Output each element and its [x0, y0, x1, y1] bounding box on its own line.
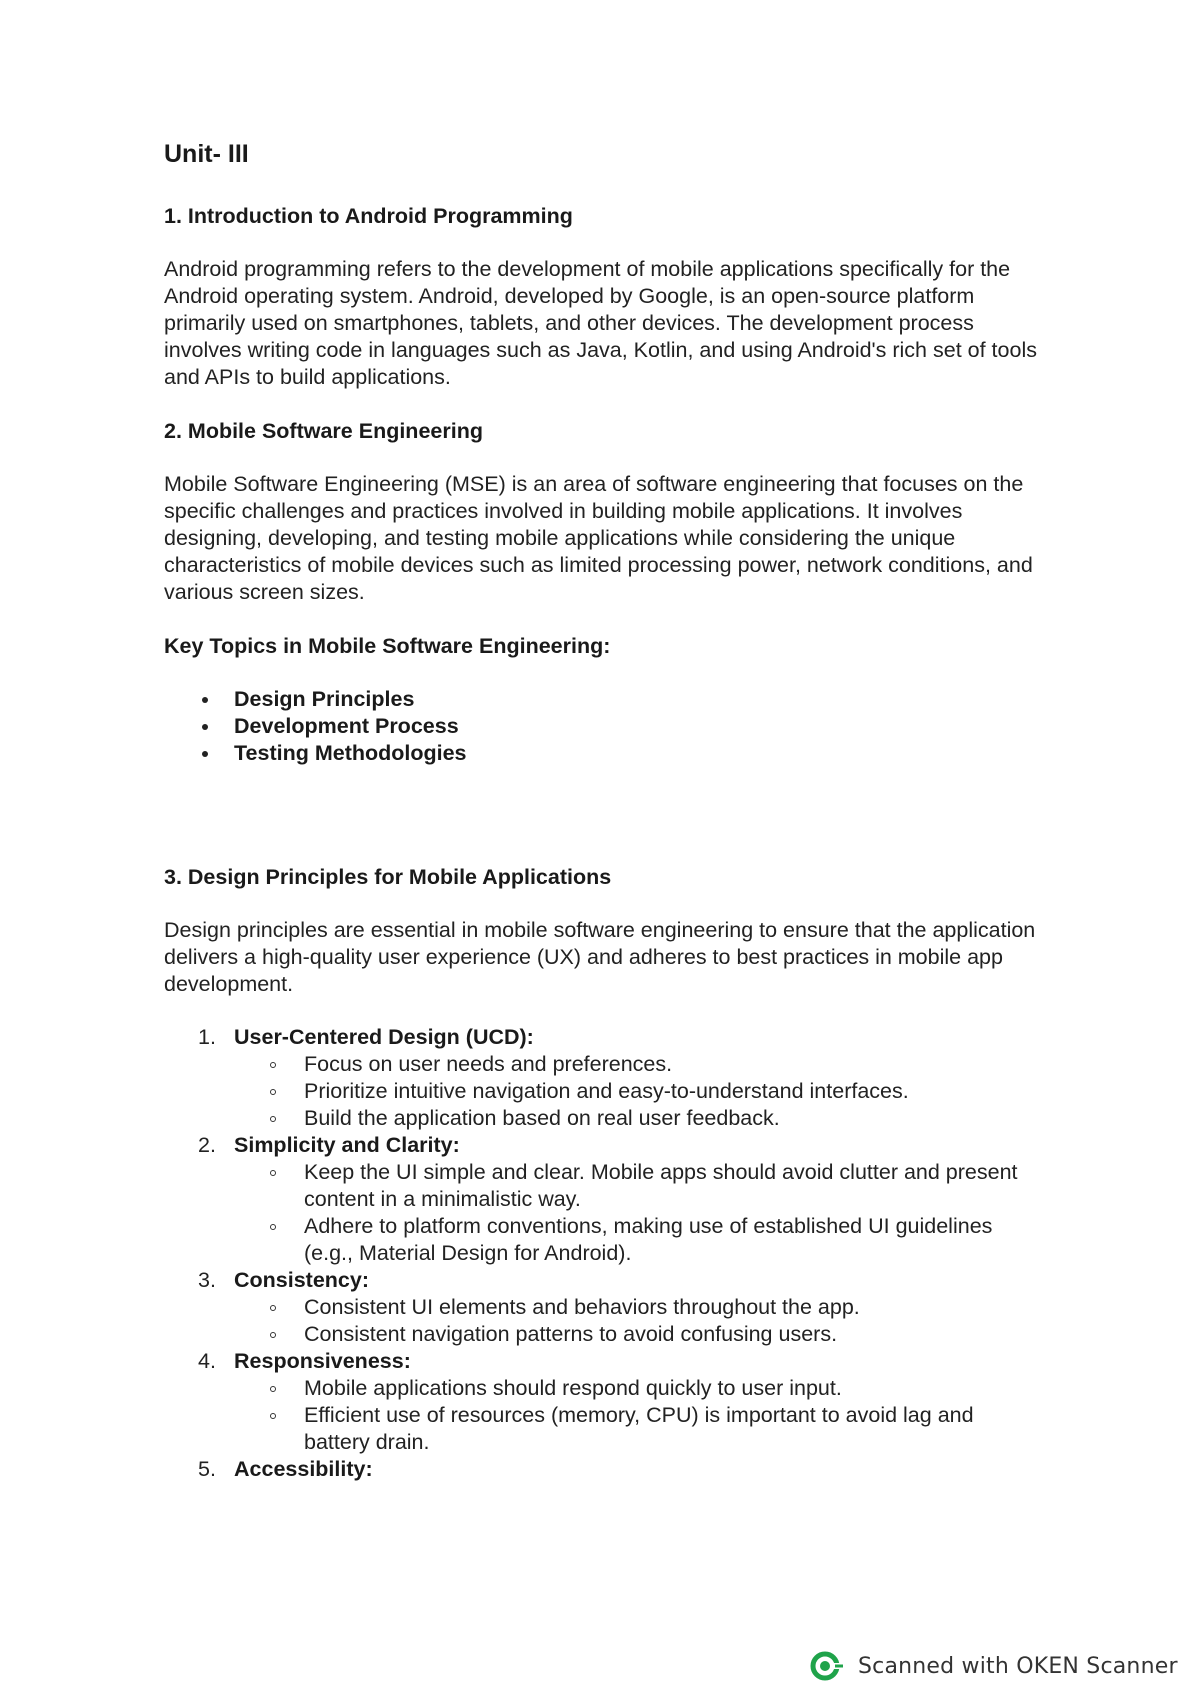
principle-title: Consistency:: [234, 1268, 370, 1292]
sub-point: Consistent UI elements and behaviors throughout the app.: [304, 1295, 860, 1319]
section-heading-intro: 1. Introduction to Android Programming: [164, 204, 573, 228]
list-item: [164, 713, 1044, 740]
list-item: [234, 1321, 1044, 1348]
list-item: [234, 1078, 1044, 1105]
sub-list-container: [164, 1051, 1044, 1132]
sub-point: Consistent navigation patterns to avoid confusing users.: [304, 1322, 838, 1346]
principle-title: User-Centered Design (UCD):: [234, 1025, 534, 1049]
section-heading-design: 3. Design Principles for Mobile Applications: [164, 865, 612, 889]
list-item: [164, 1456, 1044, 1483]
bullet-icon: [202, 697, 208, 703]
scanner-watermark-text: Scanned with OKEN Scanner: [858, 1653, 1178, 1679]
bullet-icon: [202, 724, 208, 730]
sub-list: [164, 1051, 1044, 1132]
sub-point: Adhere to platform conventions, making use of established UI guidelines (e.g., Material Design for Android).: [304, 1214, 993, 1265]
list-item: [234, 1294, 1044, 1321]
sub-point: Mobile applications should respond quickly to user input.: [304, 1376, 842, 1400]
list-item: [234, 1213, 1044, 1267]
circle-bullet-icon: [270, 1089, 276, 1095]
circle-bullet-icon: [270, 1062, 276, 1068]
circle-bullet-icon: [270, 1224, 276, 1230]
scanner-watermark: [810, 1648, 1178, 1684]
section-heading-mse: 2. Mobile Software Engineering: [164, 419, 483, 443]
sub-list-container: [164, 1375, 1044, 1456]
list-number: 3.: [198, 1268, 216, 1292]
list-item: [164, 1132, 1044, 1159]
circle-bullet-icon: [270, 1305, 276, 1311]
list-item-label: Design Principles: [234, 687, 415, 711]
list-item: [164, 740, 1044, 767]
principle-title: Simplicity and Clarity:: [234, 1133, 460, 1157]
sub-point: Build the application based on real user feedback.: [304, 1106, 780, 1130]
list-item-label: Development Process: [234, 714, 459, 738]
paragraph-intro: Android programming refers to the development of mobile applications specifically for the Android operating system. Android, developed by Google, is an open-source platform primarily used on smartphones, tablets, and other devices. The development process involves writing code in languages such as Java, Kotlin, and using Android's rich set of tools and APIs to build applications.: [164, 257, 1037, 389]
sub-list: [164, 1294, 1044, 1348]
list-item: [234, 1105, 1044, 1132]
list-item: [234, 1375, 1044, 1402]
list-item: [234, 1159, 1044, 1213]
circle-bullet-icon: [270, 1170, 276, 1176]
principle-title: Accessibility:: [234, 1457, 373, 1481]
sub-point: Prioritize intuitive navigation and easy-to-understand interfaces.: [304, 1079, 909, 1103]
circle-bullet-icon: [270, 1386, 276, 1392]
circle-bullet-icon: [270, 1332, 276, 1338]
list-number: 5.: [198, 1457, 216, 1481]
paragraph-mse: Mobile Software Engineering (MSE) is an area of software engineering that focuses on the specific challenges and practices involved in building mobile applications. It involves designing, developing, and testing mobile applications while considering the unique characteristics of mobile devices such as limited processing power, network conditions, and various screen sizes.: [164, 472, 1033, 604]
circle-bullet-icon: [270, 1116, 276, 1122]
circle-bullet-icon: [270, 1413, 276, 1419]
list-item: [164, 1267, 1044, 1294]
list-item-label: Testing Methodologies: [234, 741, 467, 765]
design-principles-list: [164, 1024, 1044, 1483]
sub-list: [164, 1375, 1044, 1456]
sub-list-container: [164, 1159, 1044, 1267]
key-topics-list: [164, 686, 1044, 767]
oken-scanner-logo-icon: [810, 1649, 844, 1683]
sub-point: Keep the UI simple and clear. Mobile apps should avoid clutter and present content in a minimalistic way.: [304, 1160, 1018, 1211]
list-item: [234, 1402, 1044, 1456]
list-item: [164, 1348, 1044, 1375]
sub-point: Focus on user needs and preferences.: [304, 1052, 673, 1076]
paragraph-design: Design principles are essential in mobile software engineering to ensure that the application delivers a high-quality user experience (UX) and adheres to best practices in mobile app development.: [164, 918, 1036, 996]
sub-list-container: [164, 1294, 1044, 1348]
list-number: 2.: [198, 1133, 216, 1157]
list-item: [164, 686, 1044, 713]
sub-point: Efficient use of resources (memory, CPU) is important to avoid lag and battery drain.: [304, 1403, 974, 1454]
principle-title: Responsiveness:: [234, 1349, 411, 1373]
list-number: 4.: [198, 1349, 216, 1373]
list-item: [234, 1051, 1044, 1078]
spacer: [164, 767, 1044, 863]
list-number: 1.: [198, 1025, 216, 1049]
section-heading-key-topics: Key Topics in Mobile Software Engineering:: [164, 634, 611, 658]
document-page: [164, 138, 1044, 1483]
list-item: [164, 1024, 1044, 1051]
bullet-icon: [202, 751, 208, 757]
unit-title: Unit- III: [164, 140, 249, 168]
sub-list: [164, 1159, 1044, 1267]
